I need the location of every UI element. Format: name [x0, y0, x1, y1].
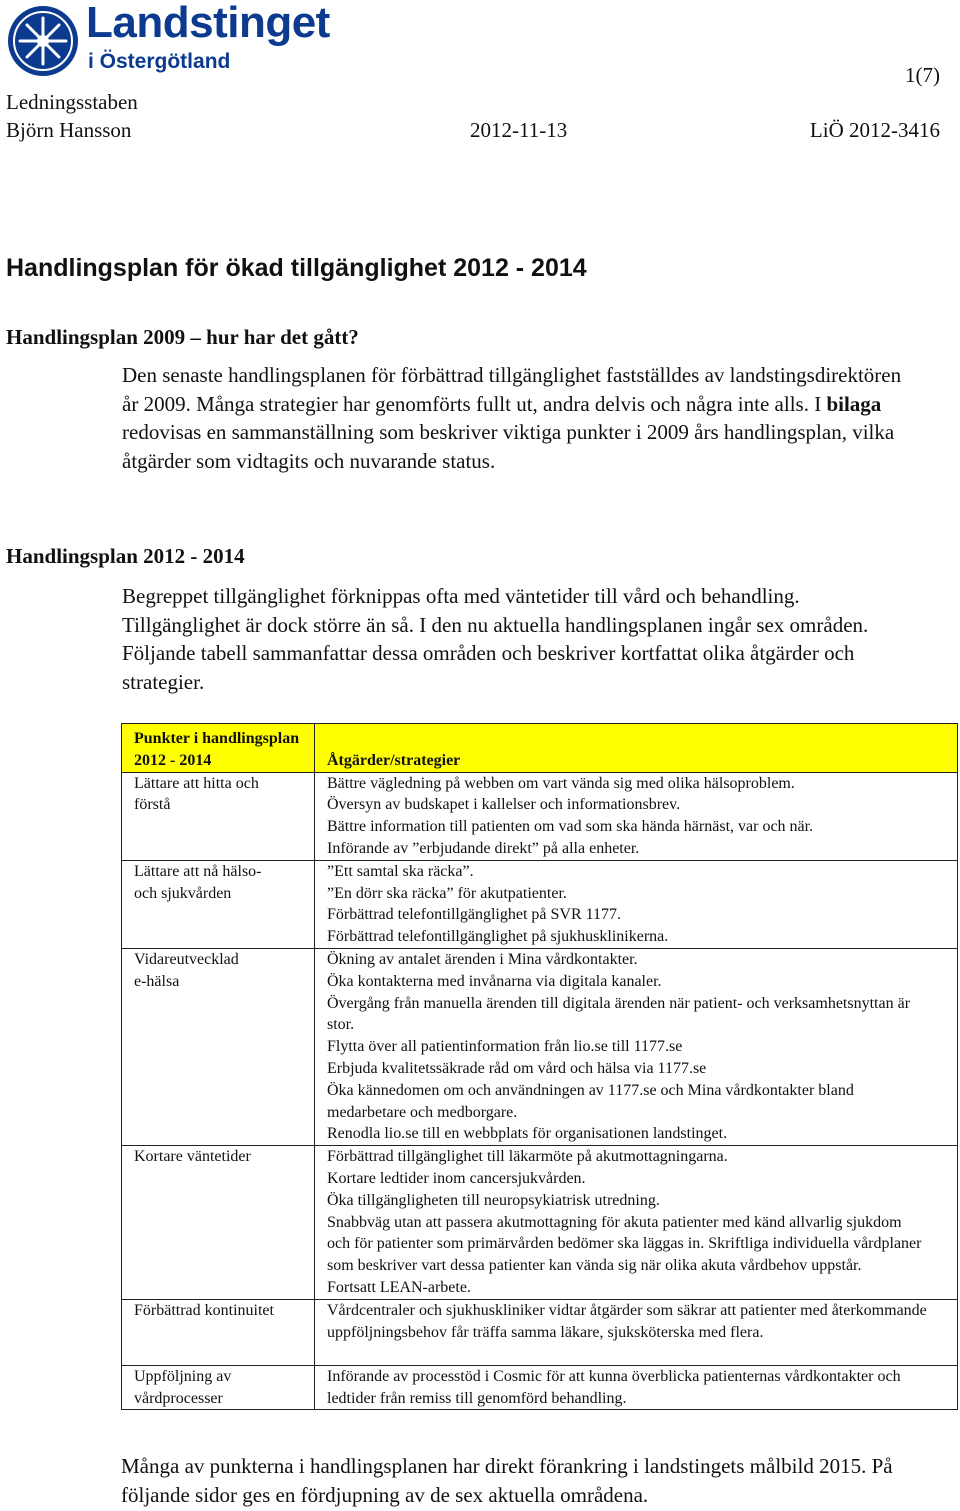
section-2009-paragraph	[122, 361, 922, 475]
action-item: Öka kontakterna med invånarna via digitala kanaler.	[327, 972, 662, 990]
action-item: Förbättrad telefontillgänglighet på sjukhusklinikerna.	[327, 928, 669, 946]
action-item: Införande av ”erbjudande direkt” på alla enheter.	[327, 839, 640, 857]
section-heading-2009: Handlingsplan 2009 – hur har det gått?	[6, 325, 359, 349]
action-item: Erbjuda kvalitetssäkrade råd om vård och hälsa via 1177.se	[327, 1059, 707, 1077]
section-2009-text-end: redovisas en sammanställning som beskriver viktiga punkter i 2009 års handlingsplan, vilka åtgärder som vidtagits och nuvarande status.	[122, 420, 895, 473]
table-header-actions: Åtgärder/strategier	[315, 724, 958, 773]
table-cell-actions	[315, 772, 958, 860]
action-item: Snabbväg utan att passera akutmottagning för akuta patienter med känd allvarlig sjukdom och för patienter som primärvården bedömer ska läggas in. Skriftliga individuella vårdplaner som beskriver vart dessa patienter kan vända sig när olika akuta vårdbehov uppstår.	[327, 1213, 922, 1275]
section-2009-text-start: Den senaste handlingsplanen för förbättrad tillgänglighet fastställdes av landstingsdirektören år 2009. Många strategier har genomförts fullt ut, andra delvis och några inte alls. I	[122, 363, 902, 416]
table-cell-actions	[315, 1365, 958, 1410]
table-row	[122, 1299, 958, 1365]
table-cell-area: Lättare att hitta och förstå	[122, 772, 315, 860]
table-cell-area: Lättare att nå hälso- och sjukvården	[122, 860, 315, 948]
table-row	[122, 772, 958, 860]
table-row	[122, 1146, 958, 1300]
action-item: Kortare ledtider inom cancersjukvården.	[327, 1169, 586, 1187]
action-item: Införande av processtöd i Cosmic för att kunna överblicka patienternas vårdkontakter och ledtider från remiss till genomförd behandling.	[327, 1367, 901, 1407]
landstinget-logo	[6, 0, 330, 80]
author: Björn Hansson	[6, 118, 132, 142]
action-item: Vårdcentraler och sjukhuskliniker vidtar åtgärder som säkrar att patienter med återkommande uppföljningsbehov får träffa samma läkare, sjuksköterska med flera.	[327, 1301, 927, 1341]
action-item: Översyn av budskapet i kallelser och informationsbrev.	[327, 796, 681, 814]
table-cell-area: Förbättrad kontinuitet	[122, 1299, 315, 1365]
action-item: Förbättrad tillgänglighet till läkarmöte på akutmottagningarna.	[327, 1148, 728, 1166]
county-seal-icon	[6, 4, 80, 78]
action-item: Öka kännedomen om och användningen av 1177.se och Mina vårdkontakter bland medarbetare och medborgare.	[327, 1081, 854, 1121]
table-cell-area: Uppföljning av vårdprocesser	[122, 1365, 315, 1410]
department: Ledningsstaben	[6, 90, 138, 114]
page-number: 1(7)	[905, 63, 940, 87]
table-cell-actions	[315, 1146, 958, 1300]
action-item: Övergång från manuella ärenden till digitala ärenden när patient- och verksamhetsnyttan är stor.	[327, 994, 911, 1034]
page-title: Handlingsplan för ökad tillgänglighet 2012 - 2014	[6, 254, 587, 282]
closing-paragraph: Många av punkterna i handlingsplanen har direkt förankring i landstingets målbild 2015. På följande sidor ges en fördjupning av de sex aktuella områdena.	[121, 1454, 893, 1507]
action-item: Renodla lio.se till en webbplats för organisationen landstinget.	[327, 1125, 728, 1143]
action-item: Förbättrad telefontillgänglighet på SVR 1177.	[327, 906, 622, 924]
action-item: Bättre vägledning på webben om vart vända sig med olika hälsoproblem.	[327, 774, 795, 792]
table-row	[122, 1365, 958, 1410]
table-row	[122, 860, 958, 948]
table-cell-actions	[315, 860, 958, 948]
action-item: ”Ett samtal ska räcka”.	[327, 862, 474, 880]
table-cell-area: Kortare väntetider	[122, 1146, 315, 1300]
logo-subtitle: i Östergötland	[88, 50, 231, 73]
table-cell-actions	[315, 948, 958, 1145]
table-row	[122, 948, 958, 1145]
action-item: Bättre information till patienten om vad som ska hända härnäst, var och när.	[327, 818, 814, 836]
bilaga-reference: bilaga	[826, 391, 882, 416]
section-heading-2012: Handlingsplan 2012 - 2014	[6, 544, 245, 568]
table-header-areas: Punkter i handlingsplan 2012 - 2014	[122, 724, 315, 773]
action-item: ”En dörr ska räcka” för akutpatienter.	[327, 884, 567, 902]
action-item: Fortsatt LEAN-arbete.	[327, 1278, 471, 1296]
action-item: Ökning av antalet ärenden i Mina vårdkontakter.	[327, 950, 638, 968]
document-date: 2012-11-13	[470, 118, 568, 142]
action-item: Flytta över all patientinformation från lio.se till 1177.se	[327, 1038, 683, 1056]
table-cell-area: Vidareutvecklad e-hälsa	[122, 948, 315, 1145]
logo-name: Landstinget	[86, 0, 330, 47]
section-2012-paragraph: Begreppet tillgänglighet förknippas ofta med väntetider till vård och behandling. Tillgänglighet är dock större än så. I den nu aktuella handlingsplanen ingår sex områden. Följande tabell sammanfattar dessa områden och beskriver kortfattat olika åtgärder och strategier.	[122, 584, 869, 694]
action-plan-table	[121, 723, 958, 1410]
reference-number: LiÖ 2012-3416	[809, 118, 940, 142]
table-cell-actions	[315, 1299, 958, 1365]
table-header-row	[122, 724, 958, 773]
action-item: Öka tillgängligheten till neuropsykiatrisk utredning.	[327, 1191, 660, 1209]
